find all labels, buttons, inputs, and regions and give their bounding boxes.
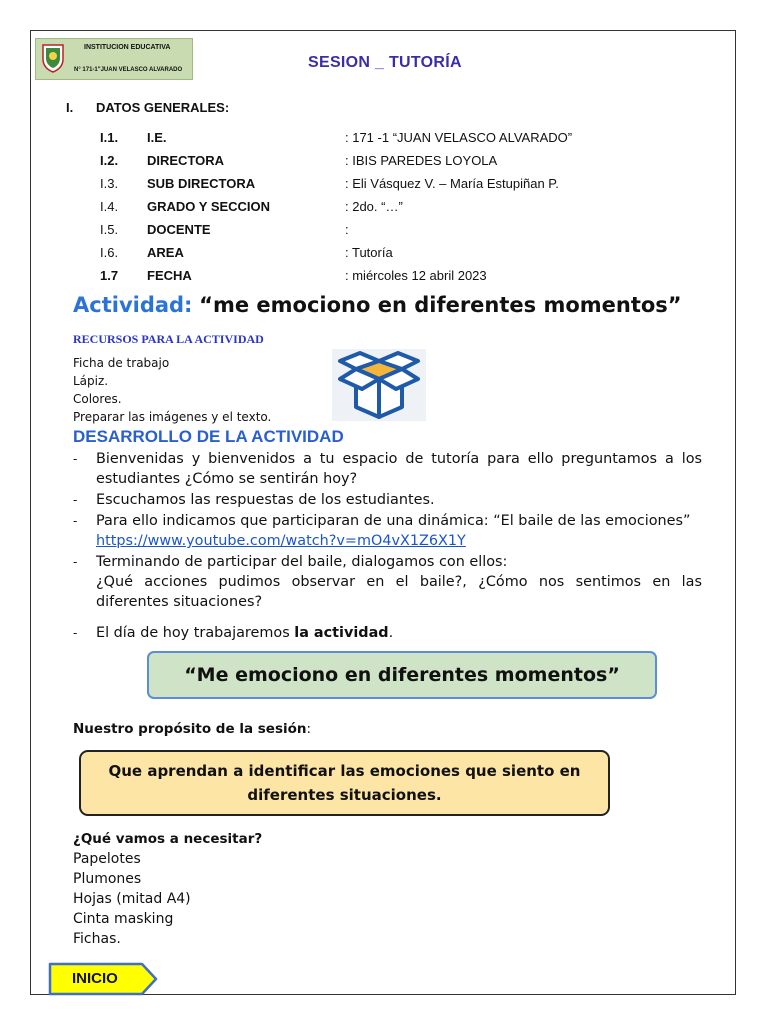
item-line [96,623,702,643]
bullet-dash: - [73,555,78,569]
item-line: Terminando de participar del baile, dialogamos con ellos: [96,554,508,570]
row-label: I.E. [147,130,167,145]
item-bold-text: la actividad [294,625,389,641]
row-value: : 171 -1 “JUAN VELASCO ALVARADO” [345,130,573,145]
section-number: I. [66,100,74,115]
activity-label: Actividad: [73,293,193,317]
row-number: I.3. [100,176,119,191]
item-line: estudiantes ¿Cómo se sentirán hoy? [96,471,358,487]
logo-line-school-name: N° 171-1"JUAN VELASCO ALVARADO [74,67,183,73]
bullet-dash: - [73,514,78,528]
activity-banner: “Me emociono en diferentes momentos” [147,651,657,699]
resource-item: Colores. [73,392,122,406]
row-value: : miércoles 12 abril 2023 [345,268,487,283]
page-title: SESION _ TUTORÍA [308,54,462,71]
purpose-line: Que aprendan a identificar las emociones que siento en [108,762,581,780]
session-purpose-label [73,721,311,737]
row-number: I.5. [100,222,119,237]
row-number: I.4. [100,199,119,214]
row-number: I.6. [100,245,119,260]
school-shield-icon [41,43,65,73]
general-row-sub-directora [100,176,700,194]
bullet-dash: - [73,626,78,640]
purpose-line: diferentes situaciones. [247,786,442,804]
row-label: SUB DIRECTORA [147,176,256,191]
need-item: Hojas (mitad A4) [73,891,191,907]
item-line: ¿Qué acciones pudimos observar en el baile?, ¿Cómo nos sentimos en las [96,574,702,590]
purpose-label-text: Nuestro propósito de la sesión [73,721,307,737]
need-item: Fichas. [73,931,121,947]
bullet-dash: - [73,493,78,507]
logo-line-institution: INSTITUCION EDUCATIVA [84,44,171,51]
need-item: Plumones [73,871,142,887]
development-item-today [96,623,702,643]
item-line: Escuchamos las respuestas de los estudiantes. [96,492,435,508]
item-end: . [388,625,394,641]
youtube-link[interactable]: https://www.youtube.com/watch?v=mO4vX1Z6X1Y [96,533,466,549]
row-value: : Eli Vásquez V. – María Estupiñan P. [345,176,559,191]
need-item: Papelotes [73,851,141,867]
item-line: Para ello indicamos que participaran de una dinámica: “El baile de las emociones” [96,513,691,529]
row-label: DIRECTORA [147,153,225,168]
inicio-label: INICIO [72,970,118,987]
resource-item: Preparar las imágenes y el texto. [73,410,272,424]
item-line: Bienvenidas y bienvenidos a tu espacio de tutoría para ello preguntamos a los [96,451,702,467]
general-row-docente [100,222,700,240]
row-label: AREA [147,245,184,260]
row-label: GRADO Y SECCION [147,199,271,214]
needs-title: ¿Qué vamos a necesitar? [73,831,263,847]
general-row-directora [100,153,700,171]
section-title: DATOS GENERALES: [96,100,230,115]
purpose-label-colon: : [306,721,312,737]
open-box-icon [332,349,426,421]
row-label: DOCENTE [147,222,211,237]
school-logo-banner [35,38,193,80]
row-value: : Tutoría [345,245,393,260]
row-number: 1.7 [100,268,119,283]
general-row-area [100,245,700,263]
need-item: Cinta masking [73,911,174,927]
development-item-listen [96,490,702,510]
item-line: diferentes situaciones? [96,594,263,610]
bullet-dash: - [73,452,78,466]
development-item-dialogue [96,552,702,612]
resources-title: RECURSOS PARA LA ACTIVIDAD [73,332,264,346]
row-value: : [345,222,349,237]
resource-item: Lápiz. [73,374,109,388]
inicio-tag [48,962,160,996]
resource-item: Ficha de trabajo [73,356,170,370]
general-row-ie [100,130,700,148]
item-text: El día de hoy trabajaremos [96,625,295,641]
row-value: : IBIS PAREDES LOYOLA [345,153,498,168]
development-item-welcome [96,449,702,489]
row-label: FECHA [147,268,192,283]
development-item-dynamic [96,511,702,551]
row-value: : 2do. “…” [345,199,403,214]
activity-name: “me emociono en diferentes momentos” [199,293,682,317]
row-number: I.1. [100,130,119,145]
general-row-fecha [100,268,700,286]
activity-heading [73,293,682,317]
development-title: DESARROLLO DE LA ACTIVIDAD [73,427,344,446]
purpose-box [79,750,610,816]
row-number: I.2. [100,153,119,168]
general-row-grado [100,199,700,217]
